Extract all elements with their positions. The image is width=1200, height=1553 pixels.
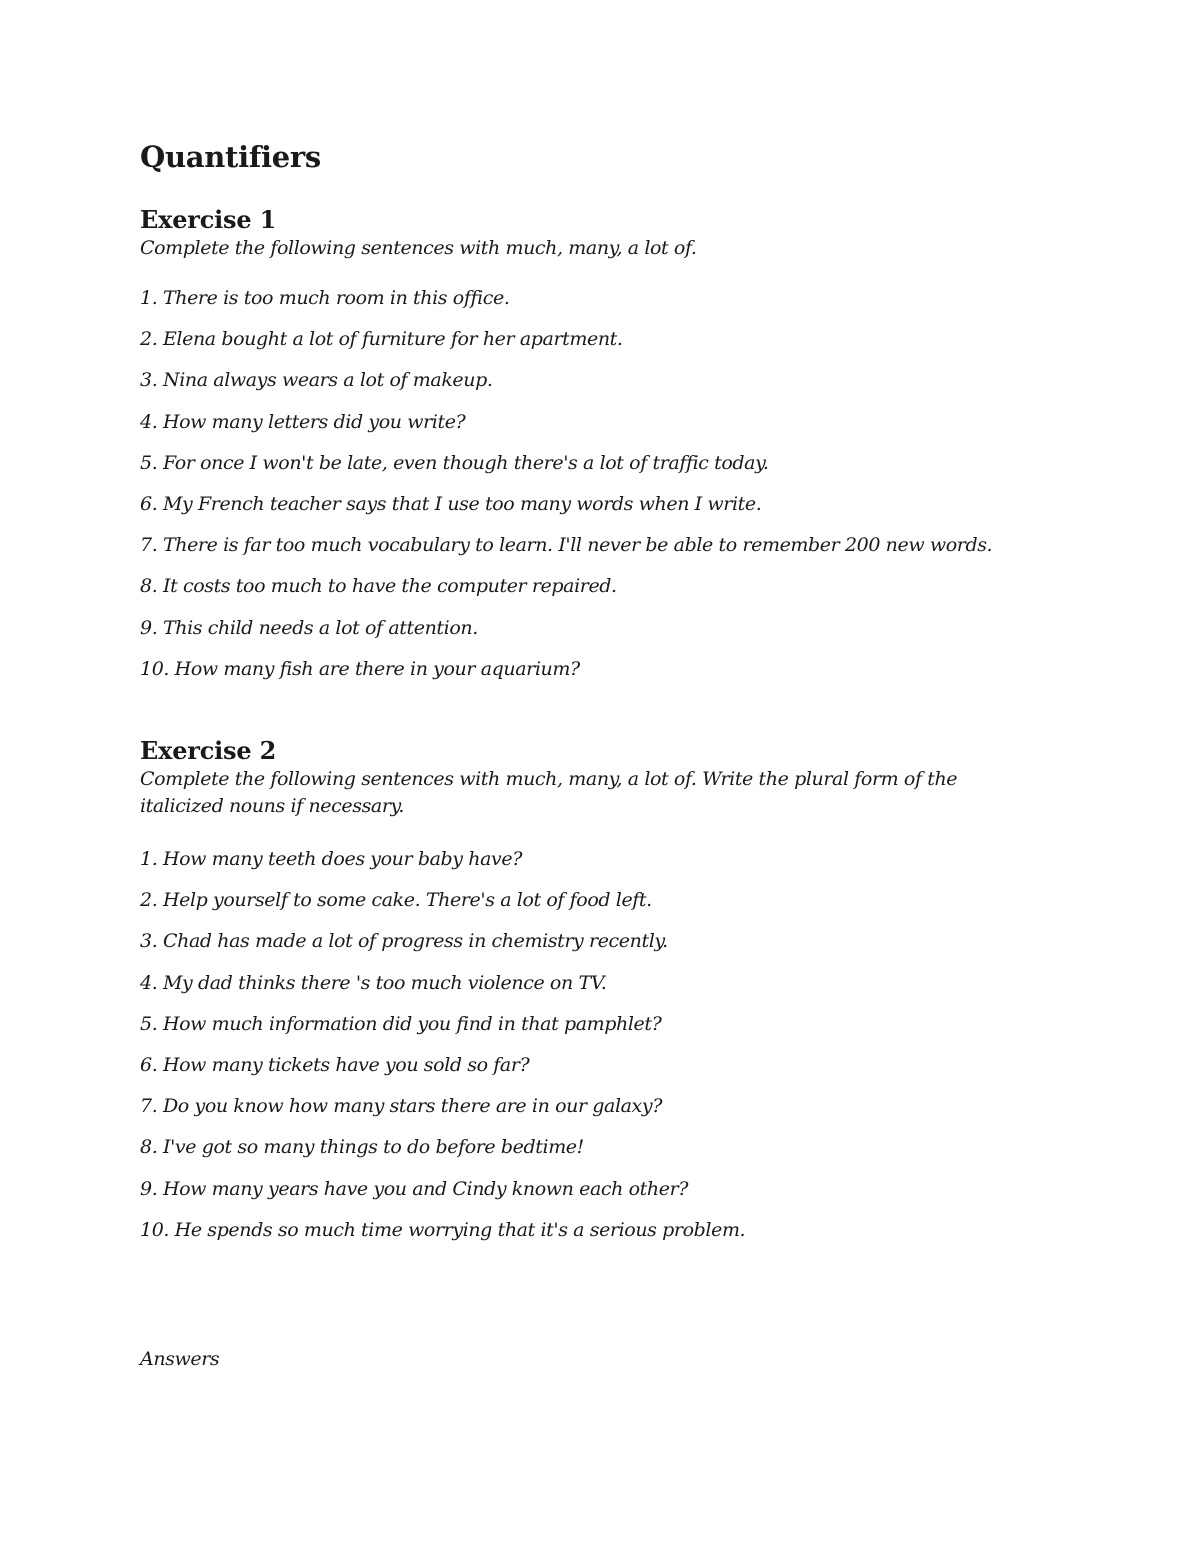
- exercise-item: 3. Chad has made a lot of progress in chemistry recently.: [140, 930, 668, 953]
- exercise-item: 8. It costs too much to have the computer repaired.: [140, 575, 617, 598]
- exercise-item: 5. For once I won't be late, even though there's a lot of traffic today.: [140, 451, 769, 474]
- exercise-item: 4. How many letters did you write?: [140, 410, 466, 433]
- exercise-1-heading: Exercise 1: [140, 205, 277, 234]
- exercise-item: 9. How many years have you and Cindy known each other?: [140, 1177, 689, 1200]
- exercise-1-section: [140, 205, 1060, 697]
- exercise-item: 7. Do you know how many stars there are in our galaxy?: [140, 1095, 662, 1118]
- exercise-item: 1. How many teeth does your baby have?: [140, 848, 522, 870]
- exercise-item: 7. There is far too much vocabulary to learn. I'll never be able to remember 200 new words.: [140, 534, 993, 557]
- exercise-item: 3. Nina always wears a lot of makeup.: [140, 369, 493, 392]
- exercise-item: 9. This child needs a lot of attention.: [140, 616, 478, 639]
- exercise-2-section: [140, 736, 1060, 1258]
- exercise-item: 1. There is too much room in this office.: [140, 287, 510, 309]
- exercise-item: 6. How many tickets have you sold so far?: [140, 1053, 530, 1076]
- exercise-2-heading: Exercise 2: [140, 736, 277, 765]
- document-page: [140, 0, 1060, 1553]
- exercise-2-list: [140, 846, 1060, 1244]
- exercise-1-list: [140, 285, 1060, 683]
- exercise-2-instructions: Complete the following sentences with much, many, a lot of. Write the plural form of the italicized nouns if necessary.: [140, 768, 958, 817]
- exercise-item: 2. Help yourself to some cake. There's a lot of food left.: [140, 889, 652, 912]
- exercise-item: 8. I've got so many things to do before bedtime!: [140, 1136, 584, 1159]
- page-title: Quantifiers: [140, 140, 321, 174]
- answers-label: Answers: [140, 1348, 220, 1370]
- exercise-item: 10. He spends so much time worrying that it's a serious problem.: [140, 1218, 746, 1241]
- exercise-item: 5. How much information did you find in that pamphlet?: [140, 1012, 662, 1035]
- exercise-item: 2. Elena bought a lot of furniture for her apartment.: [140, 328, 623, 351]
- exercise-1-instructions: Complete the following sentences with much, many, a lot of.: [140, 237, 697, 259]
- exercise-item: 4. My dad thinks there 's too much violence on TV.: [140, 971, 607, 994]
- exercise-item: 6. My French teacher says that I use too many words when I write.: [140, 492, 762, 515]
- exercise-item: 10. How many fish are there in your aquarium?: [140, 657, 580, 680]
